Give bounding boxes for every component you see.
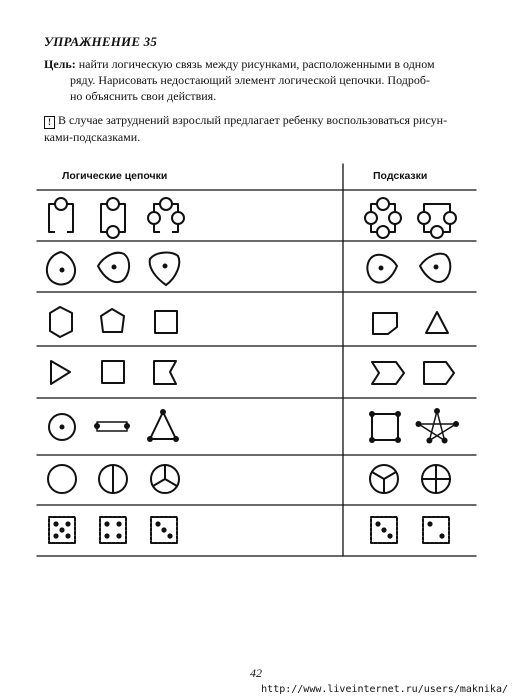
hint-text-line1: В случае затруднений взрослый предлагает ребенку воспользоваться рисун- bbox=[58, 113, 448, 127]
square-circles-right-bottom-icon bbox=[418, 204, 456, 238]
star-five-dots-icon bbox=[416, 408, 460, 444]
triangle-icon bbox=[426, 312, 448, 333]
dice-three-icon bbox=[151, 517, 177, 543]
teardrop-dot-icon bbox=[367, 255, 397, 283]
goal-label: Цель: bbox=[44, 57, 76, 71]
goal-text-line1: найти логическую связь между рисунками, расположенными в одном bbox=[75, 57, 435, 71]
circle-three-sectors-icon bbox=[151, 465, 179, 493]
watermark-url[interactable]: http://www.liveinternet.ru/users/maknika/ bbox=[261, 684, 508, 695]
circle-three-sectors-icon bbox=[370, 465, 398, 493]
column-header-chains: Логические цепочки bbox=[62, 170, 168, 182]
exclamation-box-icon: ! bbox=[44, 116, 55, 129]
row-2 bbox=[47, 252, 450, 285]
teardrop-dot-icon bbox=[47, 252, 75, 284]
dice-two-icon bbox=[423, 517, 449, 543]
dice-four-icon bbox=[100, 517, 126, 543]
teardrop-dot-icon bbox=[150, 253, 180, 285]
square-four-dots-icon bbox=[369, 411, 401, 443]
chevron-shape-icon bbox=[372, 362, 404, 384]
hint-text-line2: ками-подсказками. bbox=[44, 130, 141, 144]
triangle-icon bbox=[51, 361, 70, 384]
circle-halved-icon bbox=[99, 465, 127, 493]
square-circles-top-bottom-icon bbox=[101, 198, 125, 238]
notched-flag-icon bbox=[154, 361, 176, 384]
hexagon-icon bbox=[50, 307, 72, 337]
row-1 bbox=[49, 198, 456, 238]
square-four-circles-icon bbox=[365, 198, 401, 238]
dice-three-icon bbox=[371, 517, 397, 543]
pentagon-icon bbox=[101, 309, 124, 332]
row-4 bbox=[51, 361, 454, 384]
row-7 bbox=[49, 517, 449, 543]
row-6 bbox=[48, 465, 450, 493]
square-four-circles-icon bbox=[148, 198, 184, 238]
column-header-hints: Подсказки bbox=[373, 170, 428, 182]
segment-two-dots-icon bbox=[94, 422, 130, 431]
house-shape-icon bbox=[424, 362, 454, 384]
circle-quartered-icon bbox=[422, 465, 450, 493]
triangle-three-dots-icon bbox=[147, 409, 179, 442]
teardrop-dot-icon bbox=[420, 254, 450, 282]
shield-pentagon-icon bbox=[373, 313, 397, 334]
goal-text-line2: ряду. Нарисовать недостающий элемент логической цепочки. Подроб- bbox=[70, 73, 430, 87]
square-two-circles-icon bbox=[49, 198, 73, 238]
circle-icon bbox=[48, 465, 76, 493]
row-5 bbox=[49, 408, 459, 444]
goal-text-line3: но объяснить свои действия. bbox=[70, 89, 217, 103]
square-icon bbox=[102, 361, 124, 383]
dice-five-icon bbox=[49, 517, 75, 543]
page-number: 42 bbox=[250, 666, 262, 680]
row-3 bbox=[50, 307, 448, 337]
square-icon bbox=[155, 311, 177, 333]
exercise-title: УПРАЖНЕНИЕ 35 bbox=[44, 34, 158, 49]
circle-dot-icon bbox=[49, 414, 75, 440]
teardrop-dot-icon bbox=[98, 253, 129, 282]
